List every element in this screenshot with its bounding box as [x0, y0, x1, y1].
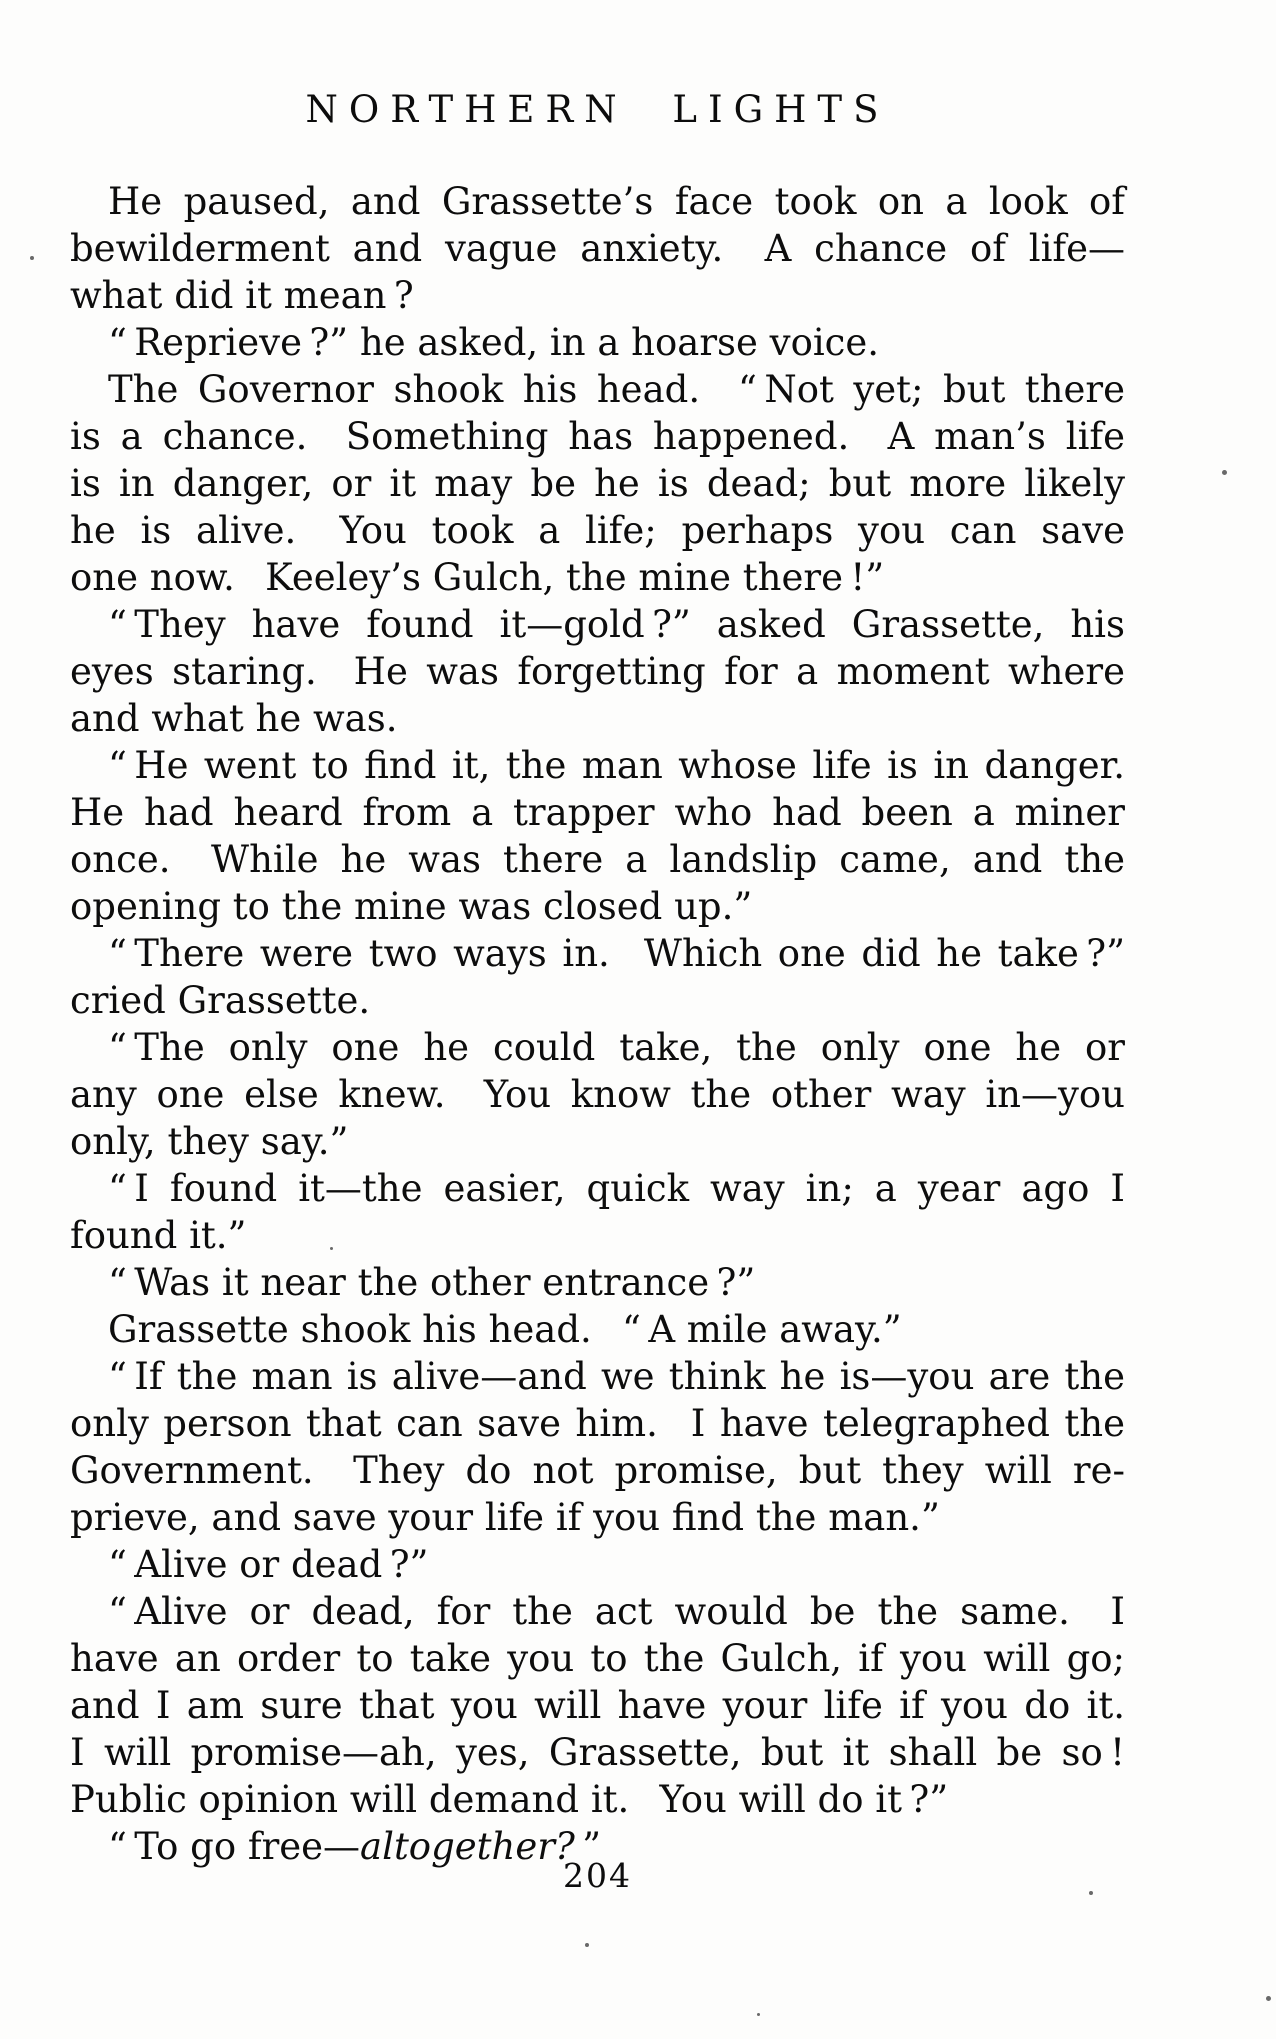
- text-line: [70, 1024, 1125, 1071]
- text-segment: I will promise—ah, yes, Grassette, but it shall be so !: [70, 1731, 1125, 1774]
- text-line: [70, 460, 1125, 507]
- text-segment: have an order to take you to the Gulch, if you will go;: [70, 1637, 1125, 1680]
- text-line: [70, 1212, 1125, 1259]
- text-segment: prieve, and save your life if you find the man.”: [70, 1496, 940, 1539]
- scan-speck: [330, 1247, 333, 1250]
- text-line: [70, 1635, 1125, 1682]
- scan-speck: [1089, 1891, 1093, 1895]
- text-line: [70, 789, 1125, 836]
- text-segment: The Governor shook his head. “ Not yet; but there: [108, 368, 1125, 411]
- scan-speck: [30, 256, 34, 260]
- text-segment: and what he was.: [70, 697, 398, 740]
- text-segment: “ Alive or dead, for the act would be the same. I: [108, 1590, 1125, 1633]
- text-segment: “ To go free—: [108, 1825, 361, 1868]
- text-segment: Public opinion will demand it. You will do it ?”: [70, 1778, 949, 1821]
- text-line: [70, 930, 1125, 977]
- text-line: [70, 1071, 1125, 1118]
- text-segment: any one else knew. You know the other way in—you: [70, 1073, 1125, 1116]
- text-line: [70, 742, 1125, 789]
- text-segment: He paused, and Grassette’s face took on a look of: [108, 180, 1125, 223]
- text-segment: “ Reprieve ?” he asked, in a hoarse voice.: [108, 321, 880, 364]
- text-line: [70, 272, 1125, 319]
- text-line: [70, 225, 1125, 272]
- text-segment: is in danger, or it may be he is dead; but more likely: [70, 462, 1125, 505]
- text-segment: “ He went to find it, the man whose life is in danger.: [108, 744, 1125, 787]
- text-segment: only, they say.”: [70, 1120, 349, 1163]
- text-line: [70, 695, 1125, 742]
- text-segment: “ Alive or dead ?”: [108, 1543, 429, 1586]
- text-line: [70, 413, 1125, 460]
- text-line: [70, 366, 1125, 413]
- text-line: [70, 1118, 1125, 1165]
- text-line: [70, 554, 1125, 601]
- text-segment: bewilderment and vague anxiety. A chance of life—: [70, 227, 1125, 270]
- text-line: [70, 178, 1125, 225]
- text-segment: one now. Keeley’s Gulch, the mine there !”: [70, 556, 885, 599]
- text-line: [70, 1729, 1125, 1776]
- scan-speck: [757, 2013, 760, 2016]
- text-segment: “ The only one he could take, the only one he or: [108, 1026, 1125, 1069]
- scan-speck: [585, 1943, 589, 1947]
- text-line: [70, 1541, 1125, 1588]
- text-line: [70, 1353, 1125, 1400]
- text-line: [70, 883, 1125, 930]
- text-segment: eyes staring. He was forgetting for a moment where: [70, 650, 1125, 693]
- text-line: [70, 1776, 1125, 1823]
- scan-speck: [1266, 1996, 1271, 2001]
- text-line: [70, 977, 1125, 1024]
- text-line: [70, 601, 1125, 648]
- text-segment: ”: [574, 1825, 602, 1868]
- text-line: [70, 1447, 1125, 1494]
- text-segment: Grassette shook his head. “ A mile away.”: [108, 1308, 902, 1351]
- scan-speck: [1222, 470, 1227, 475]
- text-segment: only person that can save him. I have telegraphed the: [70, 1402, 1125, 1445]
- text-segment: “ If the man is alive—and we think he is—you are the: [108, 1355, 1125, 1398]
- text-segment: “ Was it near the other entrance ?”: [108, 1261, 756, 1304]
- text-line: [70, 1165, 1125, 1212]
- text-line: [70, 319, 1125, 366]
- text-segment: “ They have found it—gold ?” asked Grassette, his: [108, 603, 1125, 646]
- text-line: [70, 1306, 1125, 1353]
- text-line: [70, 836, 1125, 883]
- running-header: NORTHERN LIGHTS: [305, 88, 890, 131]
- emphasized-text: altogether?: [360, 1825, 575, 1868]
- text-segment: and I am sure that you will have your life if you do it.: [70, 1684, 1125, 1727]
- text-segment: he is alive. You took a life; perhaps you can save: [70, 509, 1125, 552]
- text-line: [70, 1494, 1125, 1541]
- text-segment: “ There were two ways in. Which one did he take ?”: [108, 932, 1125, 975]
- text-segment: cried Grassette.: [70, 979, 371, 1022]
- text-line: [70, 1588, 1125, 1635]
- text-segment: what did it mean ?: [70, 274, 414, 317]
- text-segment: “ I found it—the easier, quick way in; a year ago I: [108, 1167, 1125, 1210]
- text-line: [70, 507, 1125, 554]
- text-segment: opening to the mine was closed up.”: [70, 885, 753, 928]
- text-segment: is a chance. Something has happened. A man’s life: [70, 415, 1125, 458]
- text-block: [70, 178, 1125, 1870]
- page-number: 204: [563, 1856, 632, 1895]
- text-line: [70, 648, 1125, 695]
- text-segment: He had heard from a trapper who had been a miner: [70, 791, 1125, 834]
- text-line: [70, 1259, 1125, 1306]
- text-line: [70, 1682, 1125, 1729]
- text-line: [70, 1400, 1125, 1447]
- text-segment: once. While he was there a landslip came, and the: [70, 838, 1125, 881]
- text-segment: Government. They do not promise, but they will re-: [70, 1449, 1125, 1492]
- text-segment: found it.”: [70, 1214, 247, 1257]
